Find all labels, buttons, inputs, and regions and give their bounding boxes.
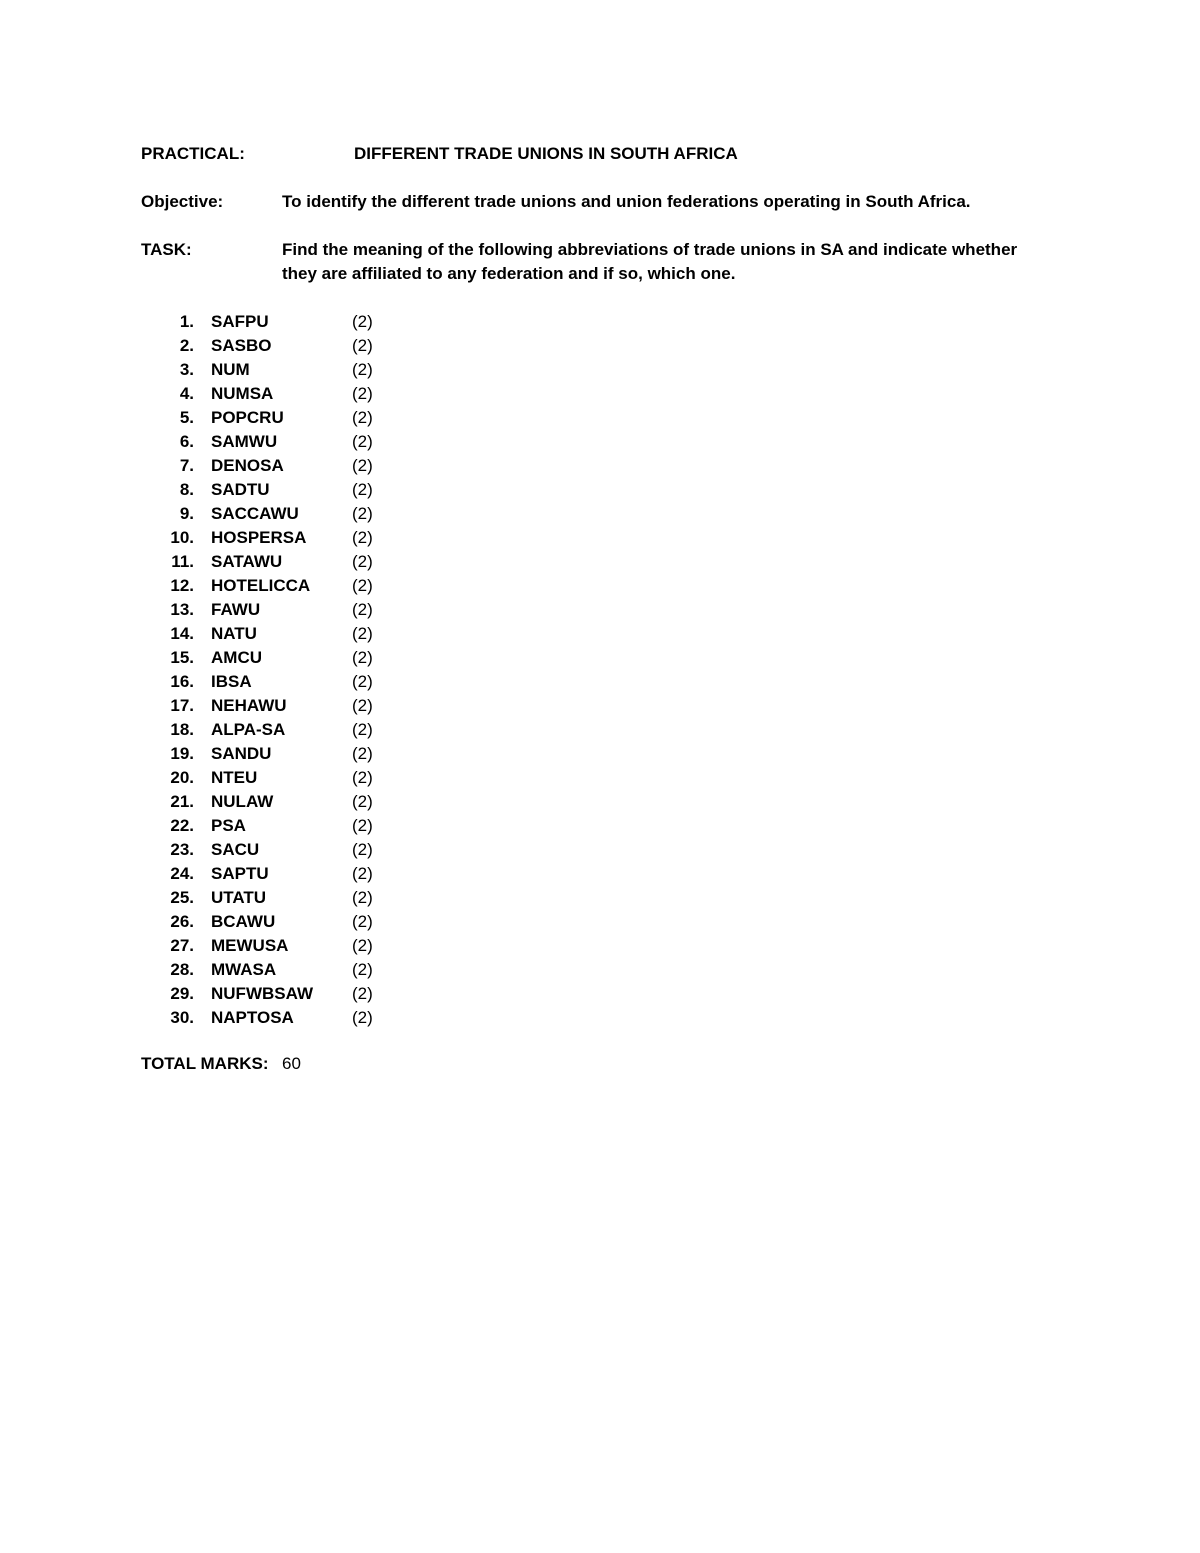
list-item: [0, 550, 600, 574]
list-item-number: 29.: [170, 984, 194, 1003]
marks-value: (2): [352, 888, 373, 907]
list-item: [0, 862, 600, 886]
marks-value: (2): [352, 360, 373, 379]
union-abbreviation: ALPA-SA: [211, 720, 286, 739]
union-abbreviation: NULAW: [211, 792, 274, 811]
union-abbreviation: SAFPU: [211, 312, 269, 331]
list-item: [0, 454, 600, 478]
union-abbreviation: MEWUSA: [211, 936, 289, 955]
list-item-number: 19.: [170, 744, 194, 763]
list-item-number: 11.: [171, 552, 194, 571]
list-item-number: 30.: [170, 1008, 194, 1027]
marks-value: (2): [352, 936, 373, 955]
union-abbreviation: SANDU: [211, 744, 272, 763]
task-label: TASK:: [141, 240, 192, 259]
marks-value: (2): [352, 744, 373, 763]
marks-value: (2): [352, 768, 373, 787]
task-text: [282, 238, 1017, 286]
list-item-number: 1.: [179, 312, 194, 331]
union-abbreviation: IBSA: [211, 672, 252, 691]
union-abbreviation: SACU: [211, 840, 260, 859]
list-item-number: 10.: [170, 528, 194, 547]
marks-value: (2): [352, 384, 373, 403]
union-abbreviation: BCAWU: [211, 912, 276, 931]
marks-value: (2): [352, 672, 373, 691]
marks-value: (2): [352, 504, 373, 523]
list-item-number: 3.: [179, 360, 194, 379]
union-abbreviation: SASBO: [211, 336, 272, 355]
list-item: [0, 886, 600, 910]
list-item-number: 8.: [179, 480, 194, 499]
list-item: [0, 526, 600, 550]
task-text-line-1: Find the meaning of the following abbreviations of trade unions in SA and indicate whether: [282, 240, 1018, 259]
marks-value: (2): [352, 984, 373, 1003]
marks-value: (2): [352, 336, 373, 355]
list-item-number: 7.: [179, 456, 194, 475]
union-abbreviation: AMCU: [211, 648, 262, 667]
union-abbreviation: FAWU: [211, 600, 261, 619]
list-item-number: 6.: [179, 432, 194, 451]
union-abbreviation: MWASA: [211, 960, 277, 979]
list-item: [0, 310, 600, 334]
list-item-number: 24.: [170, 864, 194, 883]
list-item: [0, 670, 600, 694]
union-abbreviation: SAPTU: [211, 864, 269, 883]
union-abbreviation: DENOSA: [211, 456, 284, 475]
list-item: [0, 406, 600, 430]
union-abbreviation: PSA: [211, 816, 246, 835]
list-item: [0, 718, 600, 742]
list-item: [0, 694, 600, 718]
marks-value: (2): [352, 960, 373, 979]
list-item-number: 28.: [170, 960, 194, 979]
marks-value: (2): [352, 480, 373, 499]
list-item: [0, 574, 600, 598]
list-item-number: 27.: [170, 936, 194, 955]
list-item-number: 20.: [170, 768, 194, 787]
list-item-number: 4.: [179, 384, 194, 403]
union-abbreviation: NUM: [211, 360, 250, 379]
list-item: [0, 502, 600, 526]
list-item: [0, 742, 600, 766]
union-abbreviation: UTATU: [211, 888, 267, 907]
list-item-number: 15.: [170, 648, 194, 667]
union-list: [0, 310, 600, 1030]
marks-value: (2): [352, 600, 373, 619]
list-item: [0, 934, 600, 958]
list-item-number: 5.: [179, 408, 194, 427]
list-item-number: 14.: [170, 624, 194, 643]
list-item-number: 25.: [170, 888, 194, 907]
task-text-line-2: they are affiliated to any federation and if so, which one.: [282, 264, 736, 283]
list-item: [0, 958, 600, 982]
list-item: [0, 646, 600, 670]
list-item-number: 16.: [170, 672, 194, 691]
total-marks-label: TOTAL MARKS:: [141, 1054, 269, 1073]
list-item-number: 17.: [170, 696, 194, 715]
list-item: [0, 430, 600, 454]
union-abbreviation: HOSPERSA: [211, 528, 307, 547]
list-item: [0, 790, 600, 814]
list-item-number: 12.: [170, 576, 194, 595]
marks-value: (2): [352, 312, 373, 331]
marks-value: (2): [352, 528, 373, 547]
document-title: DIFFERENT TRADE UNIONS IN SOUTH AFRICA: [354, 144, 738, 163]
objective-text: To identify the different trade unions and union federations operating in South Africa.: [282, 192, 971, 211]
objective-label: Objective:: [141, 192, 224, 211]
marks-value: (2): [352, 1008, 373, 1027]
total-marks-value: 60: [282, 1054, 301, 1073]
marks-value: (2): [352, 864, 373, 883]
list-item-number: 2.: [179, 336, 194, 355]
union-abbreviation: NUMSA: [211, 384, 274, 403]
union-abbreviation: NEHAWU: [211, 696, 287, 715]
marks-value: (2): [352, 408, 373, 427]
union-abbreviation: SAMWU: [211, 432, 278, 451]
marks-value: (2): [352, 816, 373, 835]
list-item: [0, 838, 600, 862]
list-item-number: 9.: [179, 504, 194, 523]
union-abbreviation: NAPTOSA: [211, 1008, 294, 1027]
union-abbreviation: SADTU: [211, 480, 270, 499]
list-item: [0, 382, 600, 406]
list-item-number: 22.: [170, 816, 194, 835]
union-abbreviation: NATU: [211, 624, 257, 643]
union-abbreviation: SATAWU: [211, 552, 283, 571]
list-item-number: 21.: [170, 792, 194, 811]
marks-value: (2): [352, 456, 373, 475]
list-item: [0, 334, 600, 358]
marks-value: (2): [352, 552, 373, 571]
list-item: [0, 1006, 600, 1030]
list-item: [0, 910, 600, 934]
list-item-number: 13.: [170, 600, 194, 619]
marks-value: (2): [352, 648, 373, 667]
list-item: [0, 766, 600, 790]
marks-value: (2): [352, 912, 373, 931]
list-item-number: 18.: [170, 720, 194, 739]
marks-value: (2): [352, 696, 373, 715]
marks-value: (2): [352, 840, 373, 859]
union-abbreviation: NUFWBSAW: [211, 984, 313, 1003]
list-item: [0, 622, 600, 646]
marks-value: (2): [352, 720, 373, 739]
union-abbreviation: POPCRU: [211, 408, 284, 427]
list-item: [0, 814, 600, 838]
practical-label: PRACTICAL:: [141, 144, 245, 163]
marks-value: (2): [352, 576, 373, 595]
list-item: [0, 982, 600, 1006]
union-abbreviation: HOTELICCA: [211, 576, 311, 595]
marks-value: (2): [352, 432, 373, 451]
list-item-number: 26.: [170, 912, 194, 931]
list-item: [0, 478, 600, 502]
list-item-number: 23.: [170, 840, 194, 859]
list-item: [0, 598, 600, 622]
union-abbreviation: NTEU: [211, 768, 258, 787]
marks-value: (2): [352, 624, 373, 643]
list-item: [0, 358, 600, 382]
marks-value: (2): [352, 792, 373, 811]
union-abbreviation: SACCAWU: [211, 504, 299, 523]
